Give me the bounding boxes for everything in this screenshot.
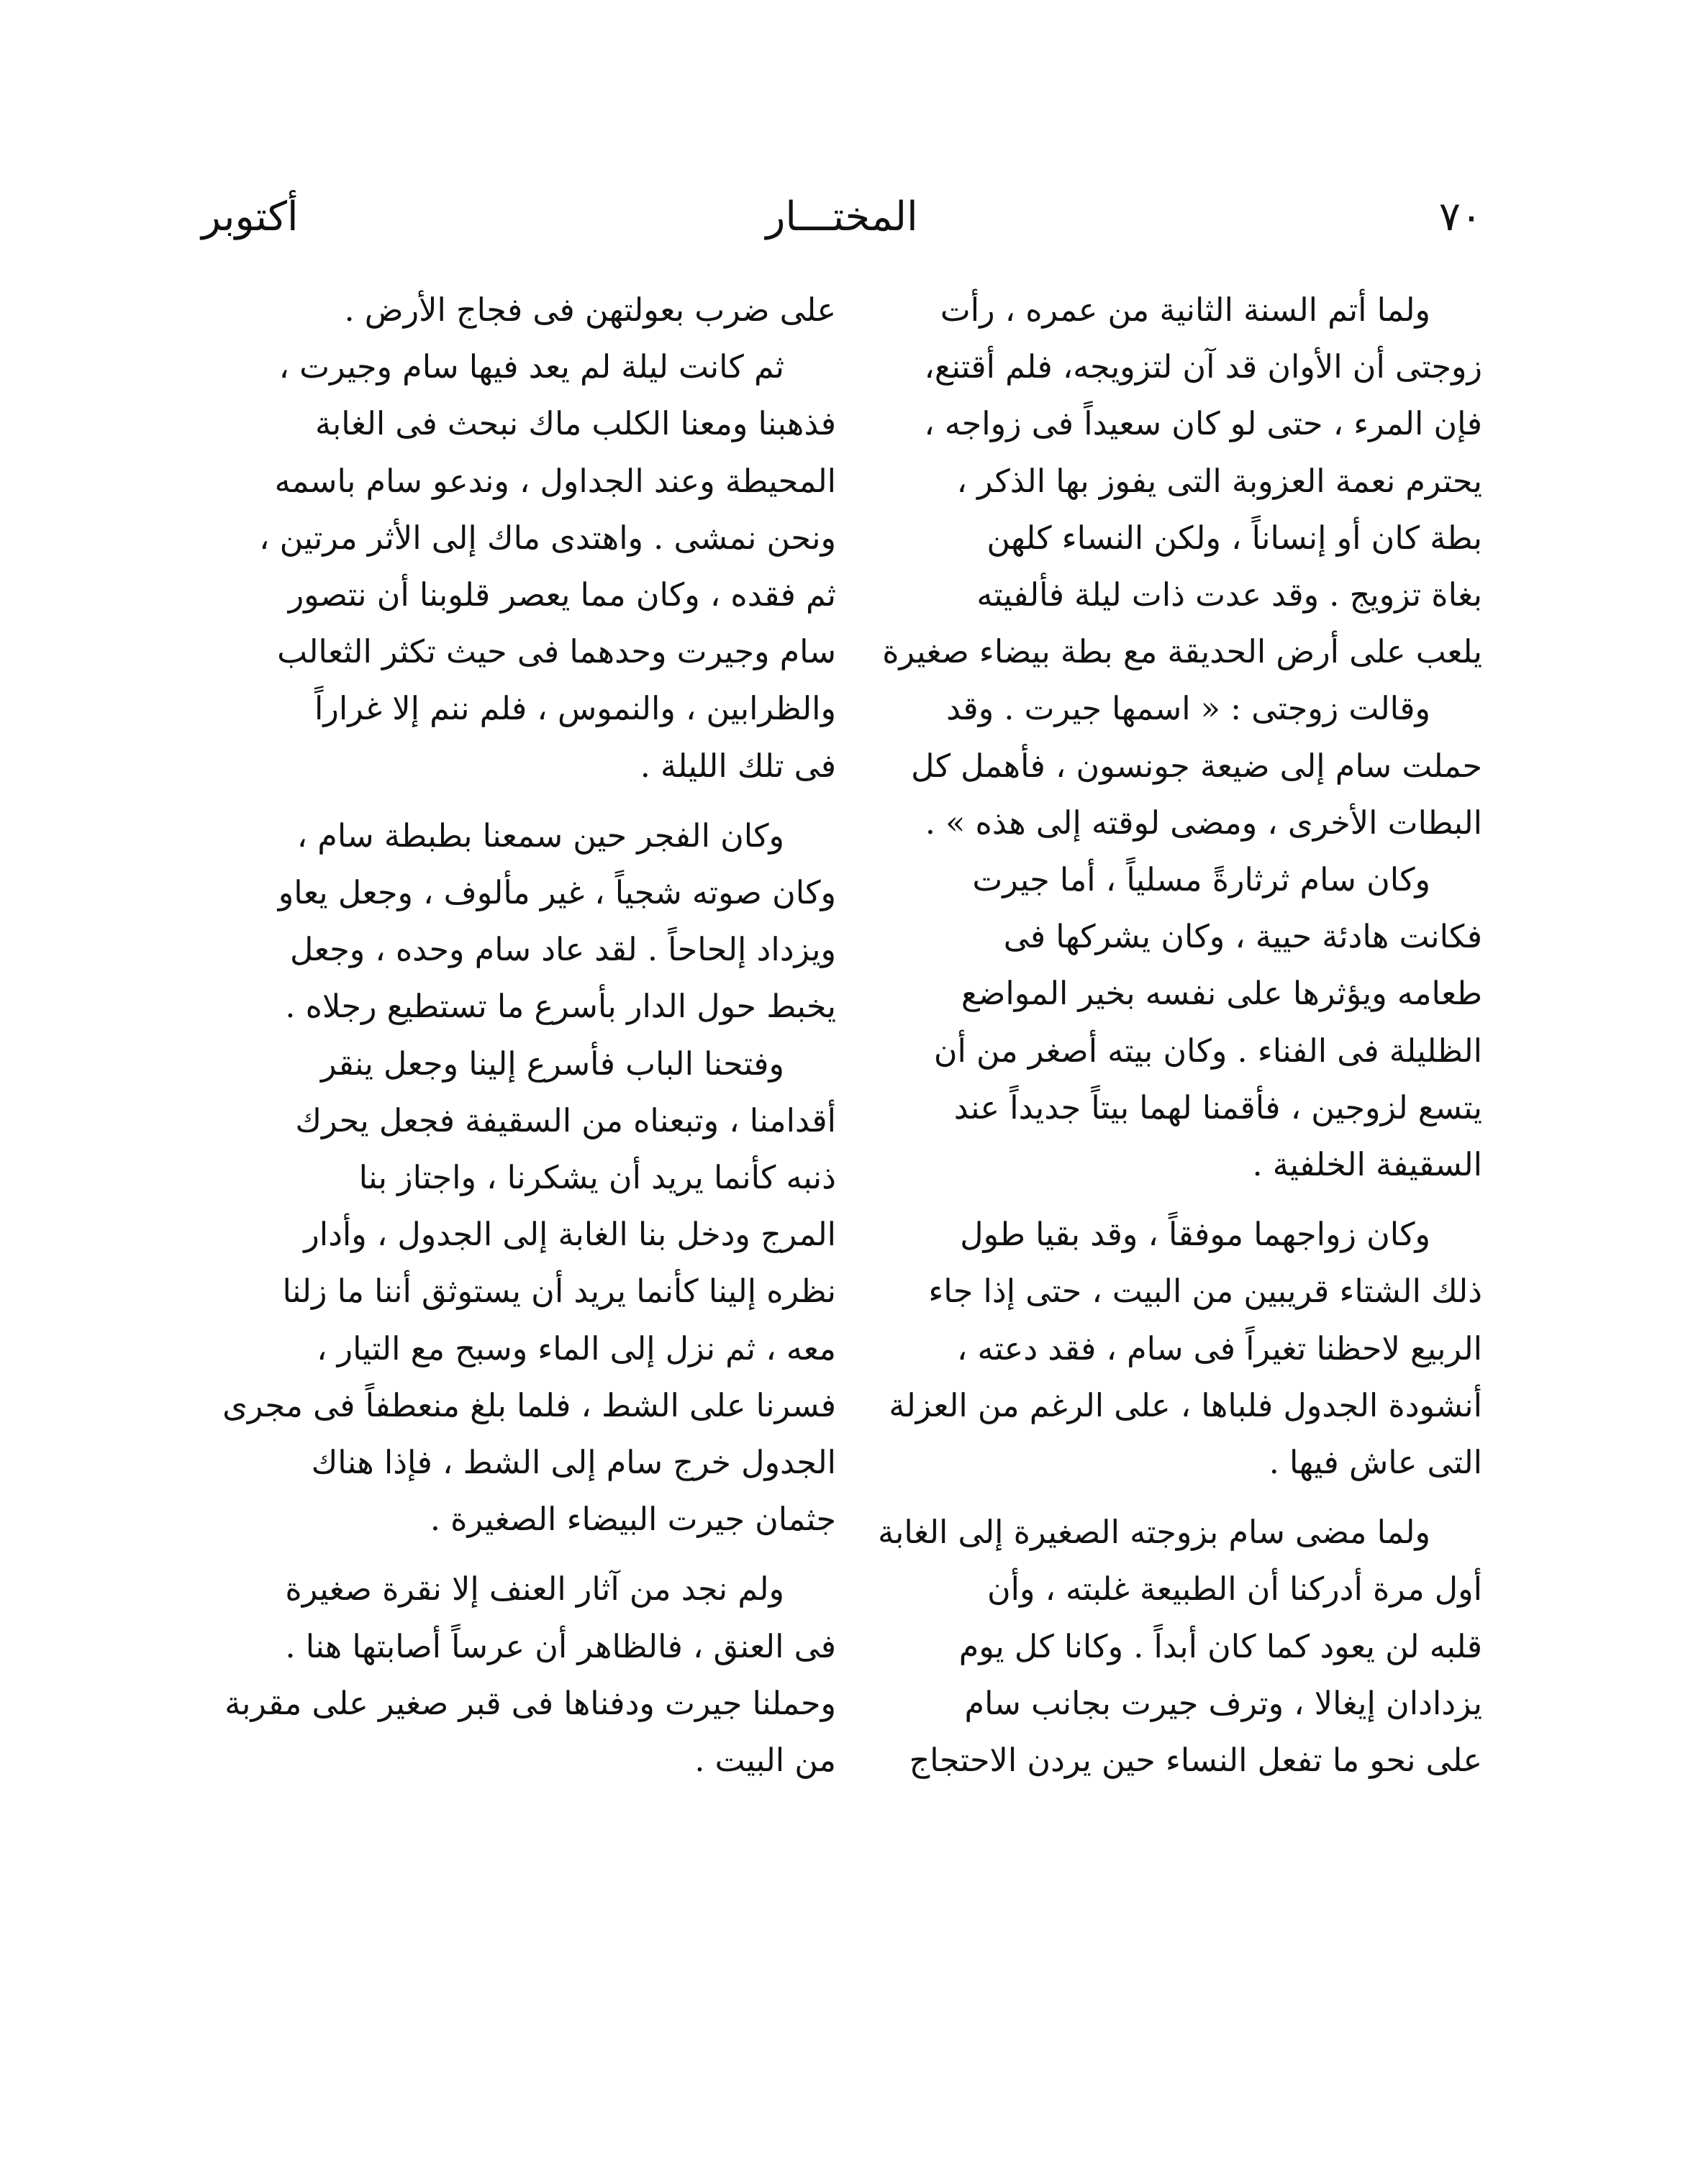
text-line: فإن المرء ، حتى لو كان سعيداً فى زواجه ، [924,406,1482,443]
paragraph [852,282,1482,681]
text-line: ولما مضى سام بزوجته الصغيرة إلى الغابة [878,1514,1430,1552]
text-line: وكان زواجهما موفقاً ، وقد بقيا طول [960,1216,1430,1254]
text-line: قلبه لن يعود كما كان أبداً . وكانا كل يوم [958,1628,1482,1665]
text-line: أنشودة الجدول فلباها ، على الرغم من العزلة [889,1387,1482,1424]
text-line: بطة كان أو إنساناً ، ولكن النساء كلهن [986,519,1482,557]
paragraph [206,808,836,1036]
text-line: وفتحنا الباب فأسرع إلينا وجعل ينقر [320,1045,784,1083]
text-line: ولم نجد من آثار العنف إلا نقرة صغيرة [285,1571,784,1609]
text-line: وقالت زوجتى : « اسمها جيرت . وقد [946,691,1430,728]
text-line: سام وجيرت وحدهما فى حيث تكثر الثعالب [277,634,836,671]
text-line: وكان الفجر حين سمعنا بطبطة سام ، [296,817,784,855]
text-line: يزدادان إيغالا ، وترف جيرت بجانب سام [964,1685,1482,1722]
paragraph [852,852,1482,1193]
text-line: فسرنا على الشط ، فلما بلغ منعطفاً فى مجرى [222,1387,836,1424]
issue-month: أكتوبر [201,194,299,240]
text-line: البطات الأخرى ، ومضى لوقته إلى هذه » . [925,804,1482,842]
text-line: الظليلة فى الفناء . وكان بيته أصغر من أن [933,1032,1482,1070]
paragraph [206,282,836,339]
text-line: المحيطة وعند الجداول ، وندعو سام باسمه [274,463,836,500]
text-line: نظره إلينا كأنما يريد أن يستوثق أننا ما زلنا [282,1273,836,1311]
text-line: فذهبنا ومعنا الكلب ماك نبحث فى الغابة [315,406,836,443]
text-line: وكان صوته شجياً ، غير مألوف ، وجعل يعاو [278,875,836,912]
text-line: ذلك الشتاء قريبين من البيت ، حتى إذا جاء [928,1273,1482,1311]
text-line: على ضرب بعولتهن فى فجاج الأرض . [344,292,836,329]
text-line: يخبط حول الدار بأسرع ما تستطيع رجلاه . [285,988,836,1026]
text-line: زوجتى أن الأوان قد آن لتزويجه، فلم أقتنع، [924,349,1482,386]
text-line: التى عاش فيها . [1269,1444,1482,1482]
text-line: ونحن نمشى . واهتدى ماك إلى الأثر مرتين ، [259,519,836,557]
text-line: ويزداد إلحاحاً . لقد عاد سام وحده ، وجعل [290,932,836,969]
text-line: حملت سام إلى ضيعة جونسون ، فأهمل كل [911,747,1482,785]
text-column-left [206,282,836,1789]
text-line: فى العنق ، فالظاهر أن عرساً أصابتها هنا . [285,1628,836,1665]
text-line: ثم فقده ، وكان مما يعصر قلوبنا أن نتصور [288,577,836,614]
text-line: الربيع لاحظنا تغيراً فى سام ، فقد دعته ، [957,1330,1482,1368]
text-line: معه ، ثم نزل إلى الماء وسبح مع التيار ، [317,1330,836,1368]
text-line: يحترم نعمة العزوبة التى يفوز بها الذكر ، [956,463,1482,500]
text-line: ذنبه كأنما يريد أن يشكرنا ، واجتاز بنا [358,1160,836,1197]
paragraph [852,1206,1482,1491]
page-number: ٧٠ [1438,194,1482,240]
text-line: يتسع لزوجين ، فأقمنا لهما بيتاً جديداً عند [953,1089,1482,1127]
text-line: يلعب على أرض الحديقة مع بطة بيضاء صغيرة [882,634,1482,671]
text-line: ثم كانت ليلة لم يعد فيها سام وجيرت ، [278,349,784,386]
paragraph [852,1504,1482,1789]
text-line: على نحو ما تفعل النساء حين يردن الاحتجاج [909,1742,1482,1780]
text-line: من البيت . [694,1742,836,1780]
journal-title: المختـــار [766,194,918,240]
text-line: المرج ودخل بنا الغابة إلى الجدول ، وأدار [304,1216,836,1254]
text-line: ولما أتم السنة الثانية من عمره ، رأت [940,292,1430,329]
paragraph [206,1036,836,1549]
text-line: طعامه ويؤثرها على نفسه بخير المواضع [961,975,1482,1013]
text-line: فكانت هادئة حيية ، وكان يشركها فى [1003,919,1482,956]
running-head [201,188,1482,246]
text-line: جثمان جيرت البيضاء الصغيرة . [430,1501,836,1539]
text-line: الجدول خرج سام إلى الشط ، فإذا هناك [311,1444,836,1482]
text-line: فى تلك الليلة . [640,747,836,785]
text-line: بغاة تزويج . وقد عدت ذات ليلة فألفيته [976,577,1482,614]
text-line: السقيفة الخلفية . [1252,1147,1482,1184]
paragraph [852,681,1482,852]
text-line: والظرابين ، والنموس ، فلم ننم إلا غراراً [314,691,836,728]
text-line: وكان سام ثرثارةً مسلياً ، أما جيرت [972,862,1430,899]
paragraph [206,1561,836,1789]
text-line: أقدامنا ، وتبعناه من السقيفة فجعل يحرك [295,1102,836,1139]
text-column-right [852,282,1482,1789]
paragraph [206,339,836,795]
text-line: وحملنا جيرت ودفناها فى قبر صغير على مقربة [224,1685,836,1722]
text-line: أول مرة أدركنا أن الطبيعة غلبته ، وأن [986,1571,1482,1609]
